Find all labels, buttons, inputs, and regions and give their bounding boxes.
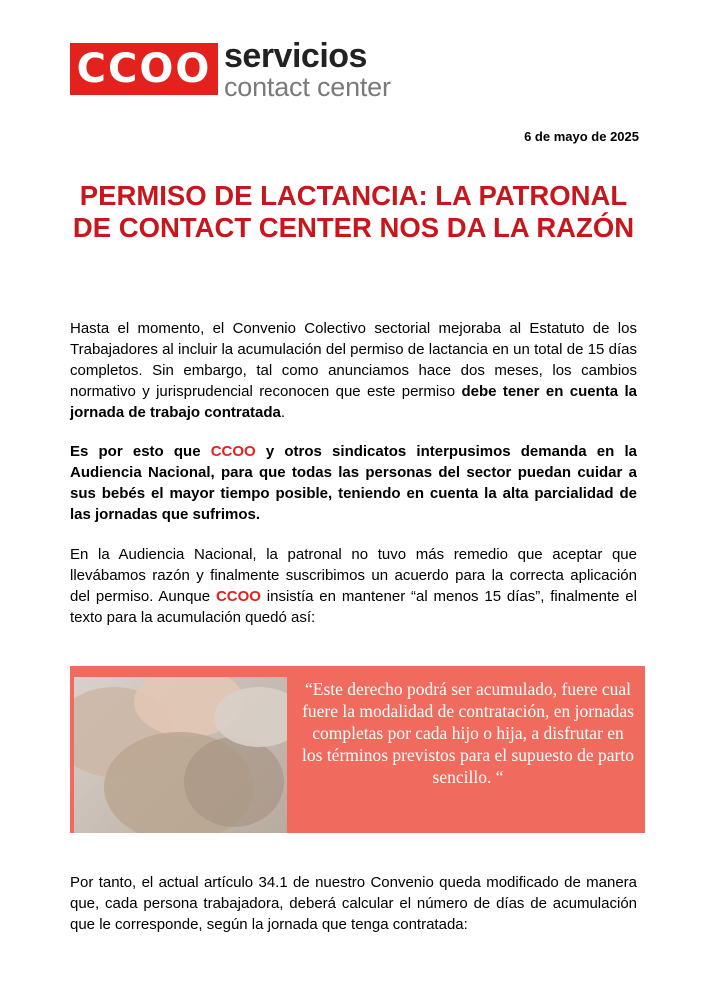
paragraph-agreement: [70, 544, 637, 628]
logo-wordmark: [224, 37, 391, 102]
ccoo-logo-mark-text: CCOO: [76, 46, 212, 92]
ccoo-highlight: CCOO: [215, 588, 261, 605]
paragraph-demand-before: Es por esto que: [70, 443, 211, 460]
paragraph-intro: [70, 318, 637, 423]
paragraph-demand-after: y otros sindicatos interpusimos demanda en la Audiencia Nacional, para que todas las personas del sector puedan cuidar a sus bebés el mayor tiempo posible, teniendo en cuenta la alta parcialidad de las jornadas que sufrimos.: [70, 443, 637, 523]
paragraph-agreement-before: En la Audiencia Nacional, la patronal no tuvo más remedio que aceptar que llevábamos razón y finalmente suscribimos un acuerdo para la correcta aplicación del permiso. Aunque: [70, 546, 637, 605]
logo-line-servicios: servicios: [224, 37, 367, 75]
paragraph-agreement-after: insistía en mantener “al menos 15 días”, finalmente el texto para la acumulación quedó así:: [70, 588, 637, 626]
paragraph-conclusion: Por tanto, el actual artículo 34.1 de nuestro Convenio queda modificado de manera que, cada persona trabajadora, deberá calcular el número de días de acumulación que le corresponde, según la jornada que tenga contratada:: [70, 874, 637, 933]
ccoo-logo-mark: [70, 43, 218, 95]
paragraph-intro-end: .: [280, 404, 286, 421]
baby-photo: [74, 677, 287, 833]
document-date: 6 de mayo de 2025: [524, 129, 639, 144]
ccoo-logo: [70, 37, 391, 102]
ccoo-highlight: CCOO: [210, 443, 256, 460]
logo-line-contact-center: contact center: [224, 72, 391, 102]
paragraph-intro-text: Hasta el momento, el Convenio Colectivo sectorial mejoraba al Estatuto de los Trabajadores al incluir la acumulación del permiso de lactancia en un total de 15 días completos. Sin embargo, tal como anunciamos hace dos meses, los cambios normativo y jurisprudencial reconocen que este permiso: [70, 320, 637, 400]
quote-banner: [70, 666, 645, 833]
agreement-quote: “Este derecho podrá ser acumulado, fuere cual fuere la modalidad de contratación, en jornadas completas por cada hijo o hija, a disfrutar en los términos previstos para el supuesto de parto sencillo. “: [302, 679, 634, 787]
paragraph-intro-bold: debe tener en cuenta la jornada de trabajo contratada: [70, 383, 637, 421]
document-title: PERMISO DE LACTANCIA: LA PATRONAL DE CONTACT CENTER NOS DA LA RAZÓN: [72, 180, 635, 243]
paragraph-demand: [70, 441, 637, 525]
